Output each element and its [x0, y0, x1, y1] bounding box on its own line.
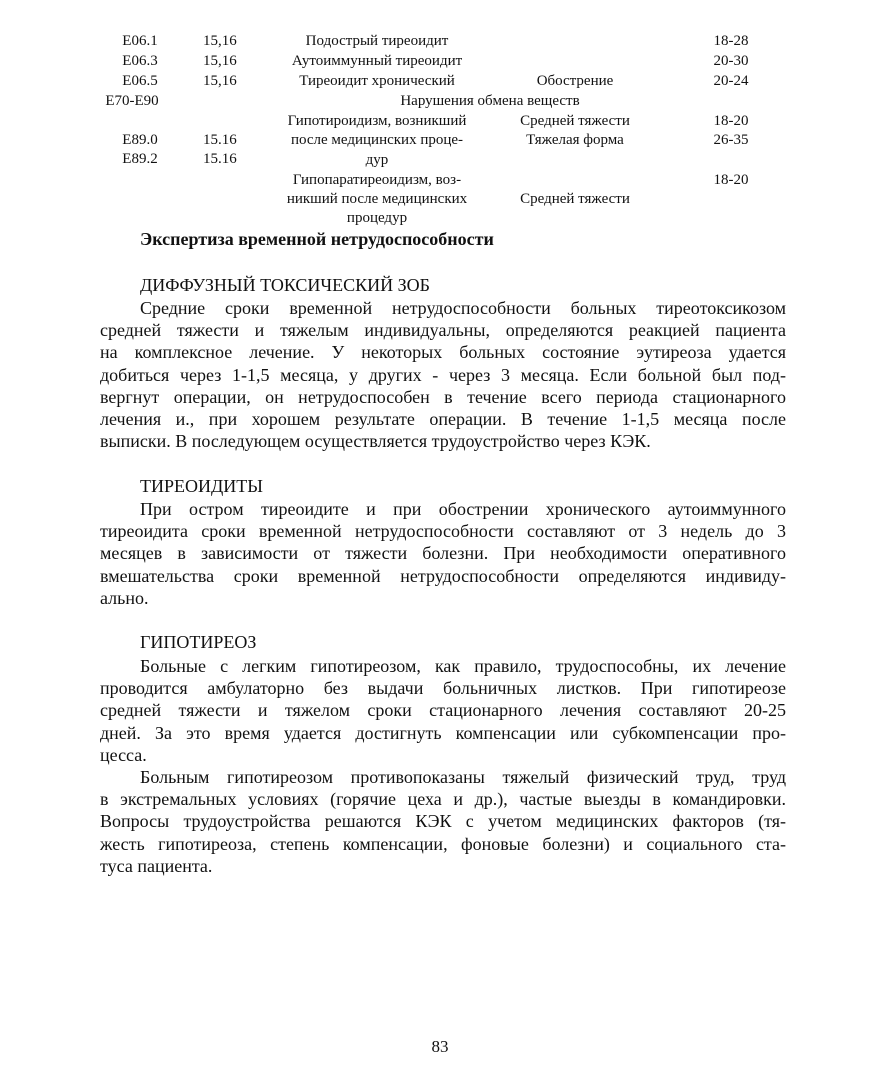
table-cell-days: 20-30: [713, 53, 749, 69]
table-cell-number: 15,16: [203, 53, 237, 69]
text-line: Средние сроки временной нетрудоспособности больных тиреотоксикозом: [140, 298, 786, 318]
text-line: выписки. В последующем осуществляется трудоустройство через КЭК.: [100, 431, 651, 452]
text-line: Вопросы трудоустройства решаются КЭК с учетом медицинских факторов (тя-: [100, 811, 786, 832]
table-cell-number: 15,16: [203, 33, 237, 49]
section-title: ТИРЕОИДИТЫ: [140, 476, 263, 496]
table-cell-code: E06.5: [122, 73, 158, 89]
table-cell-diagnosis: Аутоиммунный тиреоидит: [291, 53, 463, 69]
text-line: средней тяжести и тяжелом сроки стационарного лечения составляют 20-25: [100, 700, 786, 721]
text-line: месяцев в зависимости от тяжести болезни. При необходимости оперативного: [100, 543, 786, 564]
table-cell-days: 18-28: [713, 33, 749, 49]
text-line: добиться через 1-1,5 месяца, у других - через 3 месяца. Если больной был под-: [100, 364, 786, 385]
table-cell-severity: Средней тяжести: [520, 191, 630, 207]
paragraph: [100, 655, 786, 766]
table-cell-diagnosis: дур: [365, 152, 389, 168]
text-line: средней тяжести и тяжелым индивидуальны, определяются реакцией пациента: [100, 320, 786, 341]
table-cell-diagnosis: Гипотироидизм, возникший: [287, 113, 467, 129]
table-cell-diagnosis: процедур: [346, 210, 408, 226]
table-cell-diagnosis: Гипопаратиреоидизм, воз-: [292, 172, 462, 188]
paragraph: [100, 297, 786, 452]
table-cell-code: E06.1: [122, 33, 158, 49]
table-group-code: E70-E90: [105, 93, 159, 109]
table-cell-code: E06.3: [122, 53, 158, 69]
text-line: Больные с легким гипотиреозом, как правило, трудоспособны, их лечение: [140, 656, 786, 676]
table-cell-number: 15,16: [203, 73, 237, 89]
table-cell-severity: Обострение: [536, 73, 614, 89]
text-line: тиреоидита сроки временной нетрудоспособности составляют от 3 недель до 3: [100, 521, 786, 542]
text-line: Больным гипотиреозом противопоказаны тяжелый физический труд, труд: [140, 767, 786, 787]
table-cell-severity: Средней тяжести: [520, 113, 630, 129]
table-cell-days: 26-35: [713, 132, 749, 148]
table-cell-diagnosis: Тиреоидит хронический: [299, 73, 455, 89]
table-cell-days: 18-20: [713, 113, 749, 129]
text-line: вмешательства сроки временной нетрудоспособности определяются индивиду-: [100, 565, 786, 586]
table-cell-number: 15.16: [203, 151, 237, 167]
section-title: ДИФФУЗНЫЙ ТОКСИЧЕСКИЙ ЗОБ: [140, 275, 430, 295]
text-line: жесть гипотиреоза, степень компенсации, фоновые болезни) и социального ста-: [100, 833, 786, 854]
text-line: вергнут операции, он нетрудоспособен в течение всего периода стационарного: [100, 386, 786, 407]
text-line: проводится амбулаторно без выдачи больничных листков. При гипотиреозе: [100, 678, 786, 699]
text-line: в экстремальных условиях (горячие цеха и др.), частые выезды в командировки.: [100, 789, 786, 810]
paragraph: [100, 498, 786, 609]
table-cell-number: 15.16: [203, 132, 237, 148]
page-number: 83: [431, 1037, 449, 1056]
table-cell-diagnosis: после медицинских проце-: [290, 132, 464, 148]
text-line: дней. За это время удается достигнуть компенсации или субкомпенсации про-: [100, 722, 786, 743]
table-cell-days: 18-20: [713, 172, 749, 188]
text-line: При остром тиреоидите и при обострении хронического аутоиммунного: [140, 499, 786, 519]
table-cell-code: E89.0: [122, 132, 158, 148]
text-line: цесса.: [100, 744, 147, 765]
table-cell-diagnosis: никший после медицинских: [286, 191, 468, 207]
text-line: лечения и., при хорошем результате операции. В течение 1-1,5 месяца после: [100, 409, 786, 430]
table-cell-severity: Тяжелая форма: [526, 132, 624, 148]
text-line: туса пациента.: [100, 855, 213, 876]
table-group-title: Нарушения обмена веществ: [400, 93, 580, 109]
main-heading: Экспертиза временной нетрудоспособности: [140, 229, 494, 249]
table-cell-code: E89.2: [122, 151, 158, 167]
table-cell-days: 20-24: [713, 73, 749, 89]
text-line: на комплексное лечение. У некоторых больных состояние эутиреоза удается: [100, 342, 786, 363]
text-line: ально.: [100, 587, 149, 608]
section-title: ГИПОТИРЕОЗ: [140, 632, 257, 652]
paragraph: [100, 766, 786, 877]
table-cell-diagnosis: Подострый тиреоидит: [305, 33, 449, 49]
